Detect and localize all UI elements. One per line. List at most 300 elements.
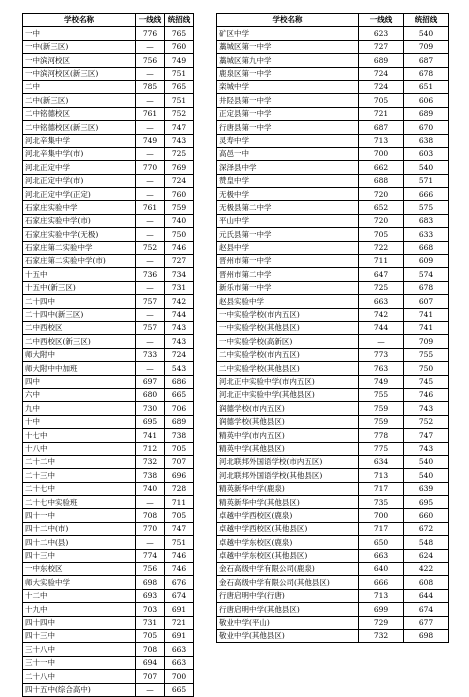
tongzhao-score-cell: 724	[165, 174, 194, 187]
table-row	[217, 214, 449, 227]
yixian-score-cell: 705	[136, 629, 165, 642]
tongzhao-score-cell: 666	[404, 188, 449, 201]
tongzhao-score-cell: 665	[165, 388, 194, 401]
table-row	[217, 509, 449, 522]
table-row	[23, 603, 194, 616]
school-name-cell: 矿区中学	[217, 27, 359, 40]
yixian-score-cell: 689	[359, 54, 404, 67]
yixian-score-cell: 730	[136, 402, 165, 415]
yixian-score-cell: 663	[359, 549, 404, 562]
tongzhao-score-cell: 769	[165, 161, 194, 174]
yixian-score-cell: 724	[359, 80, 404, 93]
school-name-cell: 藁城区第九中学	[217, 54, 359, 67]
table-row	[217, 321, 449, 334]
yixian-score-cell: 647	[359, 268, 404, 281]
tongzhao-score-cell: 689	[404, 107, 449, 120]
table-row	[217, 536, 449, 549]
school-name-cell: 十中	[23, 415, 136, 428]
school-name-cell: 石家庄实验中学(无极)	[23, 228, 136, 241]
table-row	[23, 188, 194, 201]
table-row	[217, 362, 449, 375]
yixian-score-cell: —	[136, 94, 165, 107]
table-row	[217, 549, 449, 562]
table-row	[217, 255, 449, 268]
tongzhao-score-cell: 663	[165, 656, 194, 669]
school-name-cell: 金石高级中学有限公司(鹿泉)	[217, 563, 359, 576]
tongzhao-score-cell: 608	[404, 576, 449, 589]
yixian-score-cell: 741	[136, 429, 165, 442]
tongzhao-score-cell: 749	[165, 54, 194, 67]
table-row	[217, 268, 449, 281]
tongzhao-score-cell: 728	[165, 482, 194, 495]
yixian-score-cell: 713	[359, 469, 404, 482]
tongzhao-score-cell: 540	[404, 469, 449, 482]
table-row	[23, 402, 194, 415]
yixian-score-cell: —	[136, 683, 165, 696]
yixian-score-cell: 650	[359, 536, 404, 549]
tongzhao-score-cell: 543	[165, 362, 194, 375]
table-row	[23, 362, 194, 375]
school-name-cell: 九中	[23, 402, 136, 415]
table-row	[23, 670, 194, 683]
school-name-cell: 鹿泉区第一中学	[217, 67, 359, 80]
table-row	[23, 67, 194, 80]
yixian-score-cell: —	[136, 67, 165, 80]
yixian-score-cell: —	[359, 335, 404, 348]
school-name-cell: 三十一中	[23, 656, 136, 669]
school-name-cell: 二中铭德校区(新三区)	[23, 121, 136, 134]
yixian-score-cell: 735	[359, 496, 404, 509]
tongzhao-score-cell: 678	[404, 281, 449, 294]
yixian-score-cell: 755	[359, 388, 404, 401]
tongzhao-score-cell: 689	[165, 415, 194, 428]
table-row	[23, 549, 194, 562]
school-name-cell: 晋州市第一中学	[217, 255, 359, 268]
yixian-score-cell: 697	[136, 375, 165, 388]
tongzhao-score-cell: 745	[404, 375, 449, 388]
yixian-score-cell: 785	[136, 80, 165, 93]
tongzhao-score-cell: 711	[165, 496, 194, 509]
table-row	[23, 161, 194, 174]
tongzhao-score-cell: 752	[404, 415, 449, 428]
table-row	[217, 442, 449, 455]
table-row	[23, 589, 194, 602]
table-row	[217, 603, 449, 616]
tongzhao-score-cell: 687	[404, 54, 449, 67]
table-row	[217, 40, 449, 53]
yixian-score-cell: 713	[359, 134, 404, 147]
school-name-cell: 赞皇中学	[217, 174, 359, 187]
tongzhao-score-cell: 751	[165, 536, 194, 549]
tongzhao-score-cell: 707	[165, 455, 194, 468]
school-name-cell: 河北正定中学	[23, 161, 136, 174]
table-row	[217, 281, 449, 294]
tongzhao-score-cell: 540	[404, 161, 449, 174]
table-row	[23, 455, 194, 468]
table-row	[217, 241, 449, 254]
tongzhao-score-cell: 721	[165, 616, 194, 629]
school-name-cell: 师大实验中学	[23, 576, 136, 589]
table-row	[217, 496, 449, 509]
header-tongzhao: 统招线	[165, 14, 194, 27]
yixian-score-cell: 757	[136, 321, 165, 334]
table-row	[23, 629, 194, 642]
yixian-score-cell: 713	[359, 589, 404, 602]
school-name-cell: 井陉县第一中学	[217, 94, 359, 107]
table-row	[217, 80, 449, 93]
tongzhao-score-cell: 742	[165, 295, 194, 308]
yixian-score-cell: 725	[359, 281, 404, 294]
school-name-cell: 四十三中	[23, 629, 136, 642]
tongzhao-score-cell: 765	[165, 80, 194, 93]
table-row	[217, 335, 449, 348]
table-row	[217, 27, 449, 40]
yixian-score-cell: 732	[136, 455, 165, 468]
table-row	[23, 643, 194, 656]
yixian-score-cell: 761	[136, 201, 165, 214]
school-name-cell: 润德学校(市内五区)	[217, 402, 359, 415]
school-name-cell: 十五中	[23, 268, 136, 281]
table-row	[217, 348, 449, 361]
tongzhao-score-cell: 670	[404, 121, 449, 134]
school-name-cell: 一中滨河校区	[23, 54, 136, 67]
tongzhao-score-cell: 765	[165, 27, 194, 40]
tongzhao-score-cell: 725	[165, 147, 194, 160]
tongzhao-score-cell: 727	[165, 255, 194, 268]
yixian-score-cell: 703	[136, 603, 165, 616]
table-row	[217, 429, 449, 442]
yixian-score-cell: 759	[359, 402, 404, 415]
tongzhao-score-cell: 755	[404, 348, 449, 361]
yixian-score-cell: 763	[359, 362, 404, 375]
school-name-cell: 十八中	[23, 442, 136, 455]
yixian-score-cell: 720	[359, 214, 404, 227]
yixian-score-cell: 663	[359, 295, 404, 308]
yixian-score-cell: 742	[359, 308, 404, 321]
yixian-score-cell: 707	[136, 670, 165, 683]
school-name-cell: 正定县第一中学	[217, 107, 359, 120]
tongzhao-score-cell: 540	[404, 27, 449, 40]
table-row	[23, 147, 194, 160]
school-name-cell: 二十八中	[23, 670, 136, 683]
school-name-cell: 行唐启明中学(行唐)	[217, 589, 359, 602]
yixian-score-cell: 700	[359, 509, 404, 522]
yixian-score-cell: 662	[359, 161, 404, 174]
yixian-score-cell: 699	[359, 603, 404, 616]
yixian-score-cell: —	[136, 335, 165, 348]
tongzhao-score-cell: 751	[165, 94, 194, 107]
school-name-cell: 金石高级中学有限公司(其他县区)	[217, 576, 359, 589]
tongzhao-score-cell: 672	[404, 522, 449, 535]
table-row	[217, 629, 449, 642]
yixian-score-cell: 770	[136, 161, 165, 174]
table-row	[23, 522, 194, 535]
tongzhao-score-cell: 709	[404, 40, 449, 53]
school-name-cell: 三十八中	[23, 643, 136, 656]
school-name-cell: 深泽县中学	[217, 161, 359, 174]
school-name-cell: 高邑一中	[217, 147, 359, 160]
yixian-score-cell: —	[136, 308, 165, 321]
school-name-cell: 河北正定中学(正定)	[23, 188, 136, 201]
tongzhao-score-cell: 734	[165, 268, 194, 281]
school-name-cell: 精英中学(市内五区)	[217, 429, 359, 442]
yixian-score-cell: 712	[136, 442, 165, 455]
table-row	[23, 576, 194, 589]
tongzhao-score-cell: 691	[165, 629, 194, 642]
tongzhao-score-cell: 633	[404, 228, 449, 241]
yixian-score-cell: 705	[359, 228, 404, 241]
yixian-score-cell: 775	[359, 442, 404, 455]
school-name-cell: 石家庄实验中学	[23, 201, 136, 214]
table-row	[23, 388, 194, 401]
table-row	[23, 255, 194, 268]
tongzhao-score-cell: 696	[165, 469, 194, 482]
school-name-cell: 精英新华中学(其他县区)	[217, 496, 359, 509]
tongzhao-score-cell: 686	[165, 375, 194, 388]
school-name-cell: 河北正中实验中学(其他县区)	[217, 388, 359, 401]
table-row	[217, 576, 449, 589]
table-row	[217, 161, 449, 174]
yixian-score-cell: 733	[136, 348, 165, 361]
table-row	[23, 94, 194, 107]
school-name-cell: 石家庄实验中学(市)	[23, 214, 136, 227]
school-name-cell: 卓越中学东校区(鹿泉)	[217, 536, 359, 549]
table-row	[23, 107, 194, 120]
table-row	[217, 121, 449, 134]
yixian-score-cell: 708	[136, 643, 165, 656]
table-row	[23, 616, 194, 629]
school-name-cell: 行唐县第一中学	[217, 121, 359, 134]
yixian-score-cell: 749	[359, 375, 404, 388]
yixian-score-cell: 731	[136, 616, 165, 629]
table-row	[217, 107, 449, 120]
tongzhao-score-cell: 760	[165, 40, 194, 53]
yixian-score-cell: 738	[136, 469, 165, 482]
school-name-cell: 河北正中实验中学(市内五区)	[217, 375, 359, 388]
tongzhao-score-cell: 743	[165, 335, 194, 348]
tongzhao-score-cell: 741	[404, 308, 449, 321]
school-name-cell: 无极县第二中学	[217, 201, 359, 214]
school-name-cell: 二中铭德校区	[23, 107, 136, 120]
tongzhao-score-cell: 607	[404, 295, 449, 308]
header-yixian: 一线线	[136, 14, 165, 27]
tongzhao-score-cell: 422	[404, 563, 449, 576]
yixian-score-cell: —	[136, 536, 165, 549]
table-row	[217, 563, 449, 576]
yixian-score-cell: 687	[359, 121, 404, 134]
yixian-score-cell: 708	[136, 509, 165, 522]
tongzhao-score-cell: 603	[404, 147, 449, 160]
tongzhao-score-cell: 575	[404, 201, 449, 214]
tongzhao-score-cell: 750	[404, 362, 449, 375]
tongzhao-score-cell: 644	[404, 589, 449, 602]
yixian-score-cell: —	[136, 496, 165, 509]
table-row	[217, 308, 449, 321]
tongzhao-score-cell: 663	[165, 643, 194, 656]
tongzhao-score-cell: 752	[165, 107, 194, 120]
tongzhao-score-cell: 540	[404, 455, 449, 468]
tongzhao-score-cell: 741	[404, 321, 449, 334]
header-tongzhao: 统招线	[404, 14, 449, 27]
table-row	[217, 54, 449, 67]
tongzhao-score-cell: 660	[404, 509, 449, 522]
table-row	[23, 321, 194, 334]
table-row	[217, 174, 449, 187]
yixian-score-cell: —	[136, 281, 165, 294]
yixian-score-cell: 776	[136, 27, 165, 40]
yixian-score-cell: 770	[136, 522, 165, 535]
yixian-score-cell: 756	[136, 54, 165, 67]
tongzhao-score-cell: 651	[404, 80, 449, 93]
school-name-cell: 二十七中	[23, 482, 136, 495]
table-row	[217, 388, 449, 401]
table-row	[23, 308, 194, 321]
tongzhao-score-cell: 609	[404, 255, 449, 268]
table-row	[23, 295, 194, 308]
school-name-cell: 卓越中学西校区(其他县区)	[217, 522, 359, 535]
yixian-score-cell: 757	[136, 295, 165, 308]
table-row	[23, 496, 194, 509]
tongzhao-score-cell: 731	[165, 281, 194, 294]
table-row	[23, 174, 194, 187]
yixian-score-cell: —	[136, 121, 165, 134]
table-row	[23, 348, 194, 361]
yixian-score-cell: 774	[136, 549, 165, 562]
yixian-score-cell: 773	[359, 348, 404, 361]
table-row	[23, 201, 194, 214]
tongzhao-score-cell: 606	[404, 94, 449, 107]
tongzhao-score-cell: 691	[165, 603, 194, 616]
table-header-row	[23, 14, 194, 27]
school-name-cell: 二十七中实验班	[23, 496, 136, 509]
table-row	[23, 482, 194, 495]
tongzhao-score-cell: 683	[404, 214, 449, 227]
table-row	[23, 415, 194, 428]
tongzhao-score-cell: 705	[165, 509, 194, 522]
header-school-name: 学校名称	[23, 14, 136, 27]
table-row	[217, 455, 449, 468]
tongzhao-score-cell: 709	[404, 335, 449, 348]
tongzhao-score-cell: 665	[165, 683, 194, 696]
school-name-cell: 精英新华中学(鹿泉)	[217, 482, 359, 495]
school-name-cell: 一中实验学校(其他县区)	[217, 321, 359, 334]
yixian-score-cell: 640	[359, 563, 404, 576]
yixian-score-cell: 666	[359, 576, 404, 589]
tongzhao-score-cell: 705	[165, 442, 194, 455]
table-row	[23, 80, 194, 93]
school-name-cell: 河北正定中学(市)	[23, 174, 136, 187]
tongzhao-score-cell: 676	[165, 576, 194, 589]
school-name-cell: 十七中	[23, 429, 136, 442]
school-name-cell: 二中实验学校(其他县区)	[217, 362, 359, 375]
yixian-score-cell: —	[136, 214, 165, 227]
school-name-cell: 藁城区第一中学	[217, 40, 359, 53]
yixian-score-cell: —	[136, 147, 165, 160]
tongzhao-score-cell: 700	[165, 670, 194, 683]
yixian-score-cell: 759	[359, 415, 404, 428]
header-school-name: 学校名称	[217, 14, 359, 27]
yixian-score-cell: 744	[359, 321, 404, 334]
table-row	[217, 228, 449, 241]
tongzhao-score-cell: 574	[404, 268, 449, 281]
school-name-cell: 行唐启明中学(其他县区)	[217, 603, 359, 616]
tongzhao-score-cell: 548	[404, 536, 449, 549]
yixian-score-cell: 732	[359, 629, 404, 642]
school-name-cell: 四十五中(综合高中)	[23, 683, 136, 696]
school-name-cell: 二十四中	[23, 295, 136, 308]
yixian-score-cell: —	[136, 362, 165, 375]
school-name-cell: 二中	[23, 80, 136, 93]
school-name-cell: 四十三中	[23, 549, 136, 562]
tongzhao-score-cell: 751	[165, 67, 194, 80]
school-name-cell: 四中	[23, 375, 136, 388]
school-name-cell: 新乐市第一中学	[217, 281, 359, 294]
school-name-cell: 十五中(新三区)	[23, 281, 136, 294]
school-name-cell: 一中滨河校区(新三区)	[23, 67, 136, 80]
yixian-score-cell: 722	[359, 241, 404, 254]
yixian-score-cell: —	[136, 188, 165, 201]
school-name-cell: 四十二中(市)	[23, 522, 136, 535]
school-name-cell: 十二中	[23, 589, 136, 602]
school-name-cell: 二中实验学校(市内五区)	[217, 348, 359, 361]
school-name-cell: 敬业中学(其他县区)	[217, 629, 359, 642]
school-name-cell: 石家庄第二实验中学	[23, 241, 136, 254]
school-name-cell: 四十二中(县)	[23, 536, 136, 549]
school-name-cell: 二中西校区(新三区)	[23, 335, 136, 348]
yixian-score-cell: —	[136, 40, 165, 53]
table-row	[217, 147, 449, 160]
table-row	[23, 442, 194, 455]
school-name-cell: 精英中学(其他县区)	[217, 442, 359, 455]
table-row	[217, 94, 449, 107]
tongzhao-score-cell: 674	[165, 589, 194, 602]
table-row	[23, 469, 194, 482]
table-row	[23, 509, 194, 522]
school-name-cell: 敬业中学(平山)	[217, 616, 359, 629]
tongzhao-score-cell: 743	[404, 402, 449, 415]
table-row	[23, 27, 194, 40]
school-name-cell: 师大附中中加班	[23, 362, 136, 375]
school-name-cell: 赵县中学	[217, 241, 359, 254]
tongzhao-score-cell: 624	[404, 549, 449, 562]
tongzhao-score-cell: 746	[165, 241, 194, 254]
table-header-row	[217, 14, 449, 27]
school-name-cell: 一中东校区	[23, 563, 136, 576]
yixian-score-cell: 698	[136, 576, 165, 589]
tongzhao-score-cell: 698	[404, 629, 449, 642]
tongzhao-score-cell: 746	[404, 388, 449, 401]
table-row	[23, 268, 194, 281]
table-row	[23, 54, 194, 67]
yixian-score-cell: 749	[136, 134, 165, 147]
yixian-score-cell: 623	[359, 27, 404, 40]
header-yixian: 一线线	[359, 14, 404, 27]
school-name-cell: 河北联邦外国语学校(市内五区)	[217, 455, 359, 468]
school-name-cell: 灵寿中学	[217, 134, 359, 147]
school-name-cell: 栾城中学	[217, 80, 359, 93]
yixian-score-cell: 693	[136, 589, 165, 602]
yixian-score-cell: —	[136, 174, 165, 187]
yixian-score-cell: 736	[136, 268, 165, 281]
yixian-score-cell: 761	[136, 107, 165, 120]
school-name-cell: 一中	[23, 27, 136, 40]
table-row	[217, 482, 449, 495]
yixian-score-cell: —	[136, 255, 165, 268]
table-row	[23, 429, 194, 442]
school-name-cell: 赵县实验中学	[217, 295, 359, 308]
table-row	[217, 375, 449, 388]
yixian-score-cell: 688	[359, 174, 404, 187]
